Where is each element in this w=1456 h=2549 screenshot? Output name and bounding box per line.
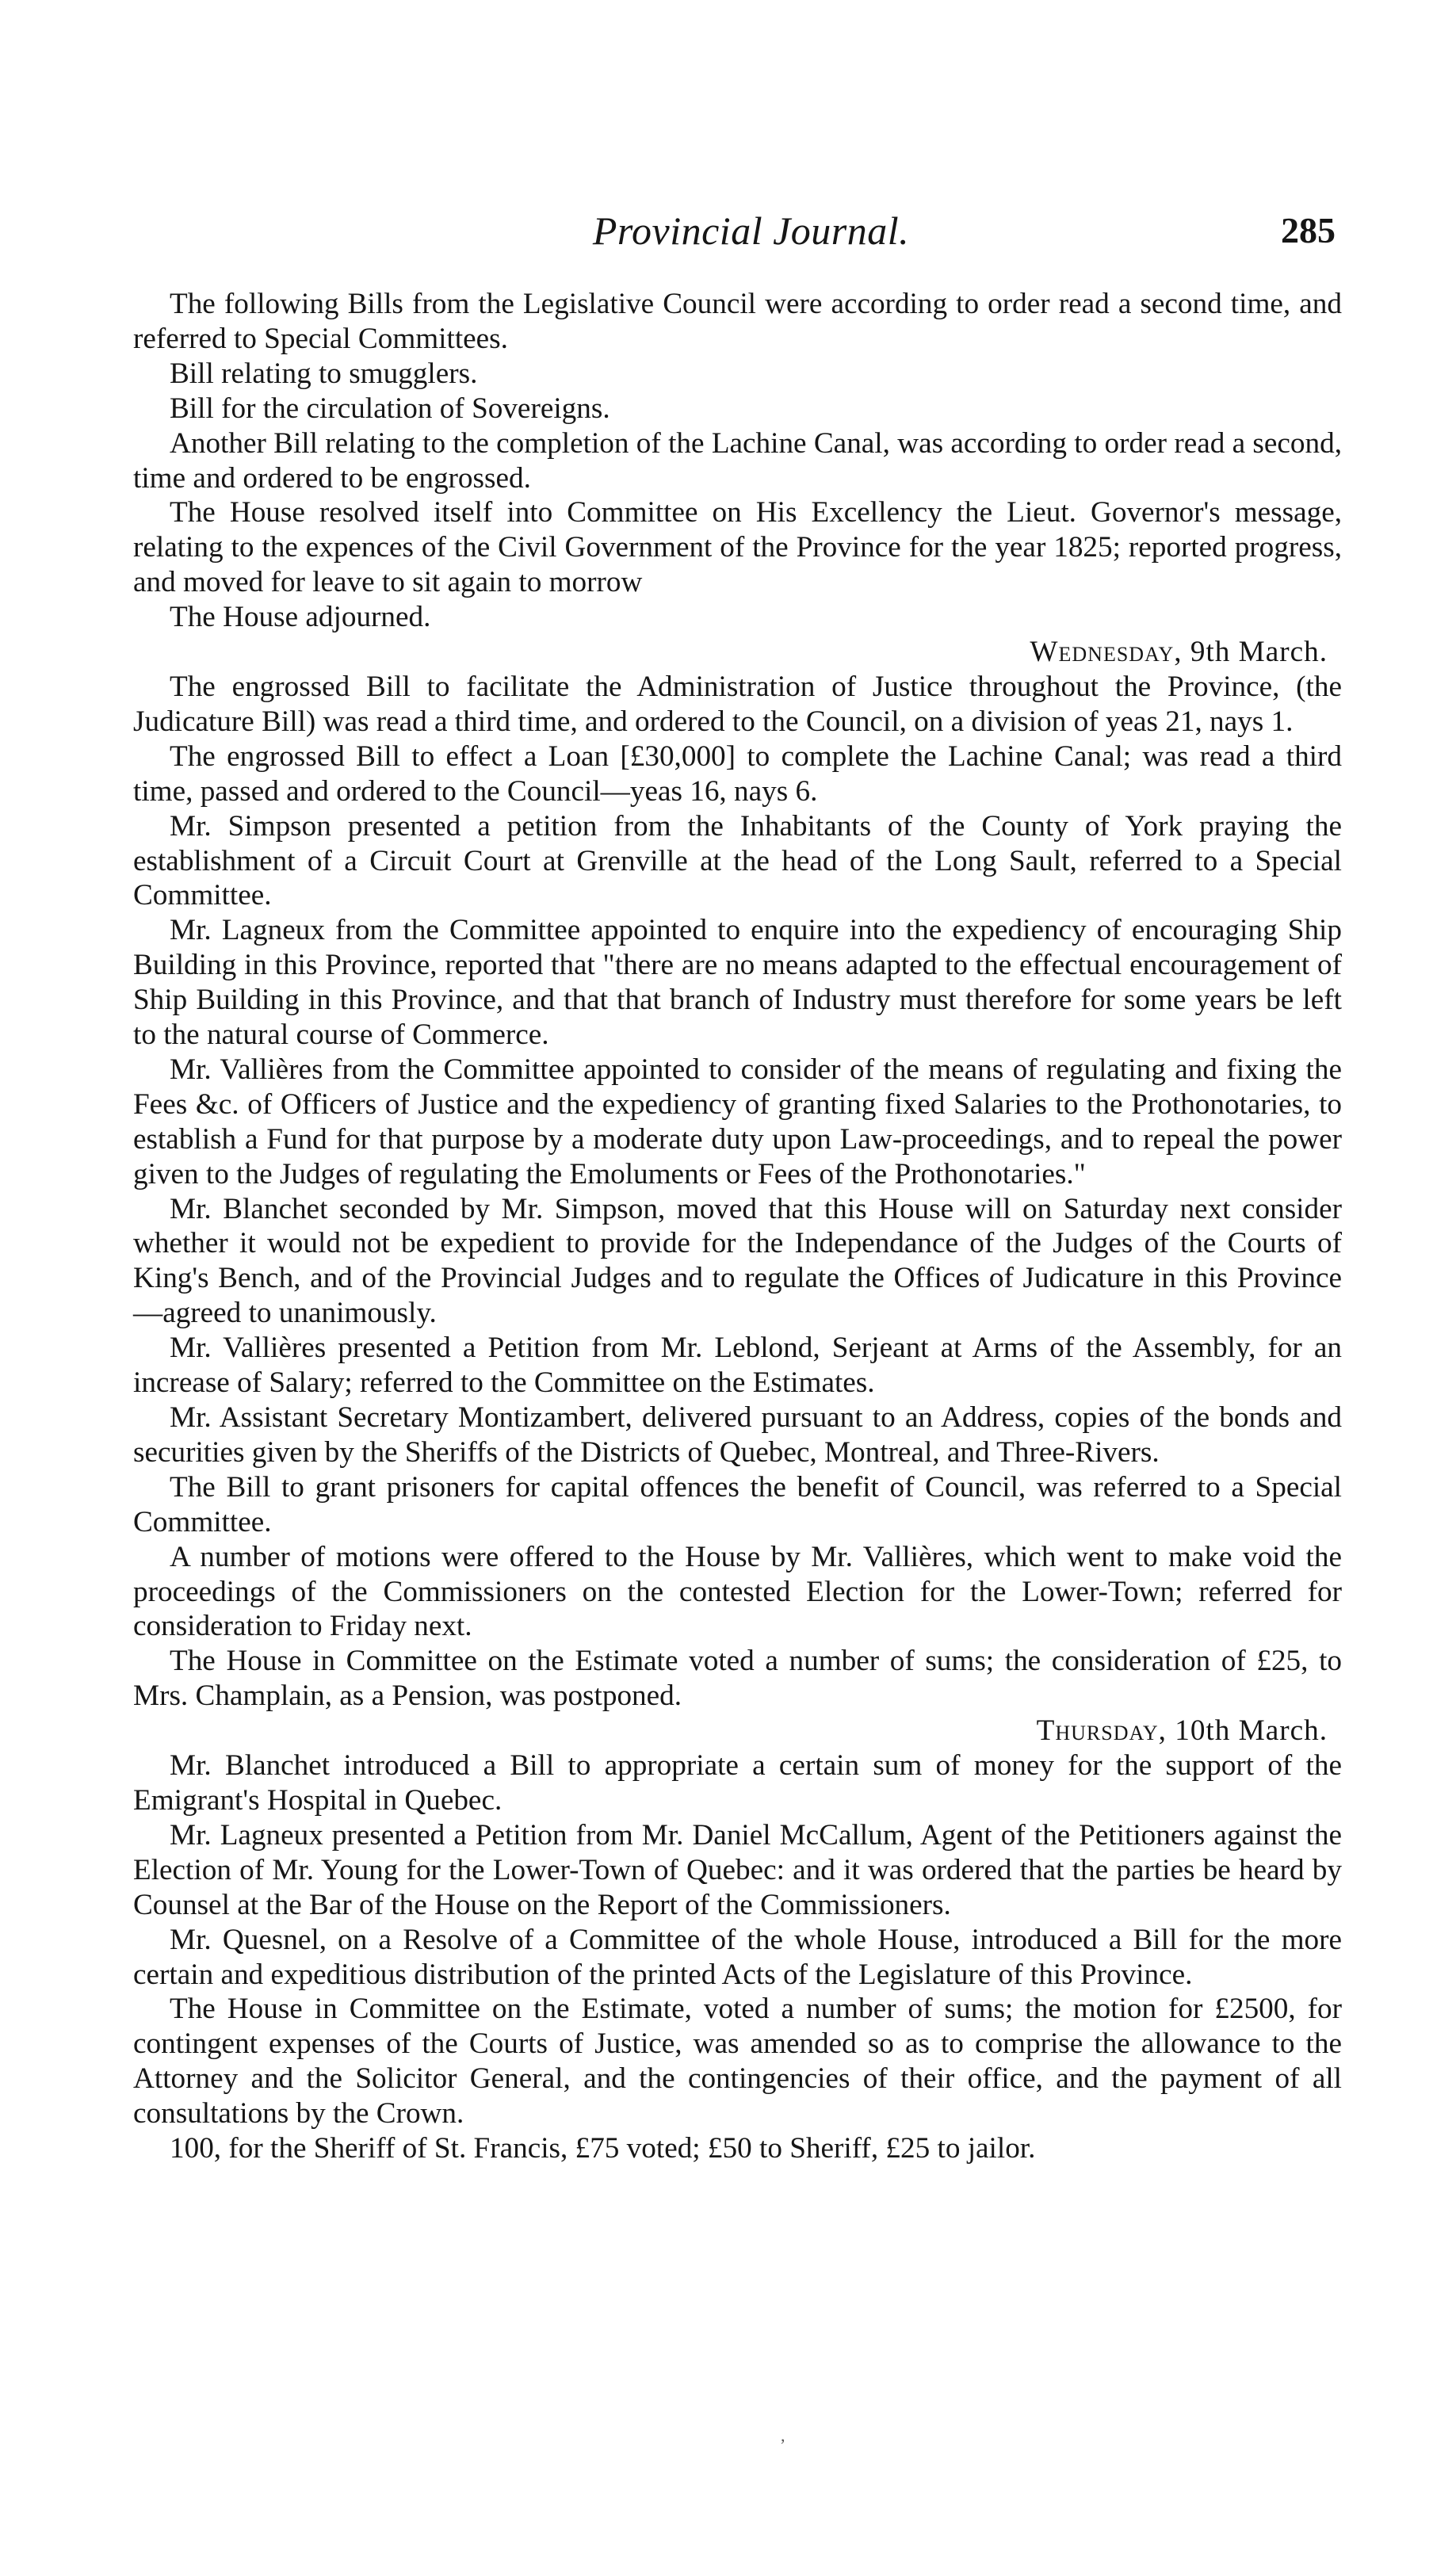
paragraph: A number of motions were offered to the House by Mr. Vallières, which went to make void the proceedings of the Commissioners on the contested Election for the Lower-Town; referred for consideration to Friday next. [133,1540,1342,1643]
paragraph: Mr. Lagneux from the Committee appointed to enquire into the expediency of encouraging Ship Building in this Province, reported that "there are no means adapted to the effectual encouragement of Ship Building in this Province, and that that branch of Industry must therefore for some years be left to the natural course of Commerce. [133,914,1342,1052]
paragraph: The engrossed Bill to facilitate the Administration of Justice throughout the Province, (the Judicature Bill) was read a third time, and ordered to the Council, on a division of yeas 21, nays 1. [133,670,1342,738]
paragraph: Mr. Lagneux presented a Petition from Mr. Daniel McCallum, Agent of the Petitioners against the Election of Mr. Young for the Lower-Town of Quebec: and it was ordered that the parties be heard by Counsel at the Bar of the House on the Report of the Commissioners. [133,1818,1342,1921]
paragraph: The following Bills from the Legislative Council were according to order read a second time, and referred to Special Committees. [133,288,1342,355]
date-day: 9th March. [1190,636,1328,669]
page-number: 285 [1281,210,1336,250]
date-day: 10th March. [1175,1714,1328,1748]
paragraph: The House resolved itself into Committee on His Excellency the Lieut. Governor's message, relating to the expences of the Civil Government of the Province for the year 1825; reported progress, and moved for leave to sit again to morrow [133,496,1342,599]
paragraph: Mr. Assistant Secretary Montizambert, delivered pursuant to an Address, copies of the bonds and securities given by the Sheriffs of the Districts of Quebec, Montreal, and Three-Rivers. [133,1401,1342,1469]
paragraph: The House in Committee on the Estimate voted a number of sums; the consideration of £25, to Mrs. Champlain, as a Pension, was postponed. [133,1645,1342,1713]
print-mark: , [781,2425,785,2445]
date-heading-thursday: Thursday, 10th March. [1036,1714,1328,1748]
paragraph: 100, for the Sheriff of St. Francis, £75 voted; £50 to Sheriff, £25 to jailor. [170,2132,1036,2165]
paragraph: Mr. Simpson presented a petition from the Inhabitants of the County of York praying the establishment of a Circuit Court at Grenville at the head of the Long Sault, referred to a Special Committee. [133,809,1342,912]
paragraph: The House adjourned. [170,601,431,634]
journal-text [133,287,1342,2166]
paragraph: Mr. Blanchet seconded by Mr. Simpson, moved that this House will on Saturday next consider whether it would not be expedient to provide for the Independance of the Judges of the Courts of King's Bench, and of the Provincial Judges and to regulate the Offices of Judicature in this Province—agreed to unanimously. [133,1192,1342,1330]
date-heading-wednesday: Wednesday, 9th March. [1030,636,1328,669]
paragraph: Mr. Vallières presented a Petition from Mr. Leblond, Serjeant at Arms of the Assembly, for an increase of Salary; referred to the Committee on the Estimates. [133,1332,1342,1400]
page-header [166,208,1336,271]
paragraph: Bill relating to smugglers. [170,357,478,390]
paragraph: The House in Committee on the Estimate, voted a number of sums; the motion for £2500, for contingent expenses of the Courts of Justice, was amended so as to comprise the allowance to the Attorney and the Solicitor General, and the contingencies of their office, and the payment of all consultations by the Crown. [133,1993,1342,2131]
paragraph: Mr. Blanchet introduced a Bill to appropriate a certain sum of money for the support of the Emigrant's Hospital in Quebec. [133,1749,1342,1817]
date-weekday: Thursday [1036,1714,1159,1748]
paragraph: The Bill to grant prisoners for capital offences the benefit of Council, was referred to a Special Committee. [133,1470,1342,1538]
running-title: Provincial Journal. [592,208,910,253]
paragraph: Another Bill relating to the completion of the Lachine Canal, was according to order read a second, time and ordered to be engrossed. [133,426,1342,495]
paragraph: Mr. Vallières from the Committee appointed to consider of the means of regulating and fixing the Fees &c. of Officers of Justice and the expediency of granting fixed Salaries to the Prothonotaries, to establish a Fund for that purpose by a moderate duty upon Law-proceedings, and to repeal the power given to the Judges of regulating the Emoluments or Fees of the Prothonotaries." [133,1053,1342,1190]
paragraph: Mr. Quesnel, on a Resolve of a Committee of the whole House, introduced a Bill for the more certain and expeditious distribution of the printed Acts of the Legislature of this Province. [133,1923,1342,1991]
date-weekday: Wednesday [1030,636,1175,669]
paragraph: Bill for the circulation of Sovereigns. [170,392,610,425]
paragraph: The engrossed Bill to effect a Loan [£30,000] to complete the Lachine Canal; was read a third time, passed and ordered to the Council—yeas 16, nays 6. [133,739,1342,808]
